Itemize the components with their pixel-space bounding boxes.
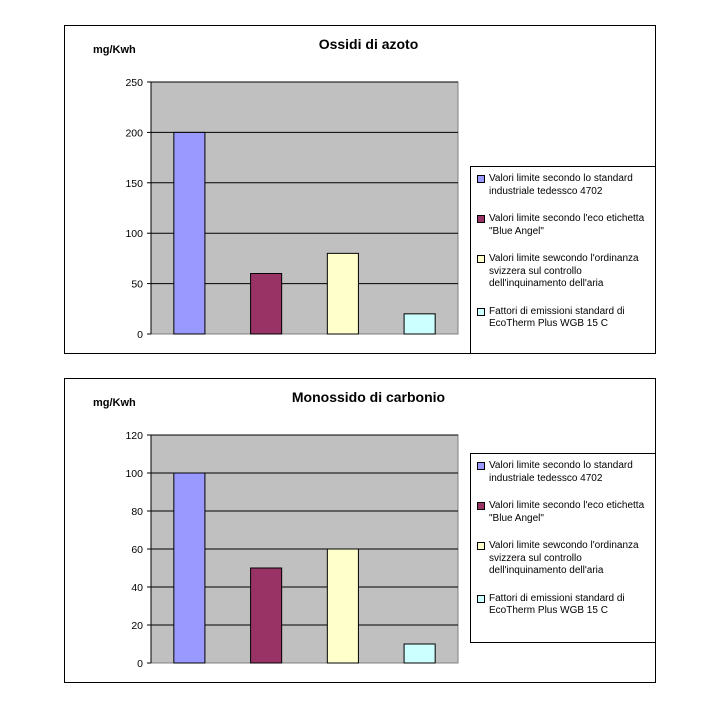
bar xyxy=(251,274,282,334)
bar xyxy=(327,253,358,334)
bar xyxy=(327,549,358,663)
legend-entry xyxy=(475,500,651,525)
y-tick-label: 40 xyxy=(131,582,143,594)
chart-panel-nox xyxy=(64,25,656,354)
y-tick-label: 50 xyxy=(131,278,143,291)
legend-label: Fattori di emissioni standard di EcoTherm Plus WGB 15 C xyxy=(489,592,625,616)
legend-label: Valori limite sewcondo l'ordinanza svizzera sul controllo dell'inquinamento dell'aria xyxy=(489,540,639,576)
y-tick-label: 80 xyxy=(131,506,143,518)
legend-label: Valori limite secondo lo standard industriale tedessco 4702 xyxy=(489,173,633,197)
legend-label: Valori limite secondo l'eco etichetta "Blue Angel" xyxy=(489,500,645,524)
bar xyxy=(404,644,435,663)
legend-swatch xyxy=(477,502,485,510)
y-tick-label: 100 xyxy=(125,228,143,241)
legend-label: Valori limite sewcondo l'ordinanza svizzera sul controllo dell'inquinamento dell'aria xyxy=(489,253,639,289)
legend-swatch xyxy=(477,595,485,603)
legend-entry xyxy=(475,593,651,618)
y-tick-label: 100 xyxy=(125,468,143,480)
legend-swatch xyxy=(477,462,485,470)
y-axis-unit-label: mg/Kwh xyxy=(93,44,136,56)
legend-entry xyxy=(475,460,651,485)
y-tick-label: 60 xyxy=(131,544,143,556)
legend-entry xyxy=(475,173,651,198)
chart-panel-co xyxy=(64,378,656,683)
legend-swatch xyxy=(477,308,485,316)
bar xyxy=(404,314,435,334)
legend-label: Valori limite secondo lo standard industriale tedessco 4702 xyxy=(489,460,633,484)
legend-swatch xyxy=(477,175,485,183)
legend-label: Valori limite secondo l'eco etichetta "Blue Angel" xyxy=(489,213,645,237)
y-tick-label: 120 xyxy=(125,430,143,442)
y-tick-label: 0 xyxy=(137,329,143,341)
legend-swatch xyxy=(477,542,485,550)
bar xyxy=(174,132,205,334)
chart-title: Monossido di carbonio xyxy=(291,389,446,405)
y-tick-label: 250 xyxy=(125,77,143,89)
chart-legend xyxy=(470,453,656,643)
chart-legend xyxy=(470,166,656,354)
legend-swatch xyxy=(477,215,485,223)
legend-swatch xyxy=(477,255,485,263)
legend-entry xyxy=(475,306,651,331)
bar xyxy=(251,568,282,663)
y-tick-label: 20 xyxy=(131,620,143,632)
legend-entry xyxy=(475,213,651,238)
bar xyxy=(174,473,205,663)
y-tick-label: 150 xyxy=(125,177,143,190)
y-axis-unit-label: mg/Kwh xyxy=(93,397,136,409)
legend-entry xyxy=(475,540,651,578)
legend-label: Fattori di emissioni standard di EcoTherm Plus WGB 15 C xyxy=(489,305,625,329)
y-tick-label: 0 xyxy=(137,658,143,670)
y-tick-label: 200 xyxy=(125,127,143,140)
chart-title: Ossidi di azoto xyxy=(318,36,419,52)
legend-entry xyxy=(475,253,651,291)
